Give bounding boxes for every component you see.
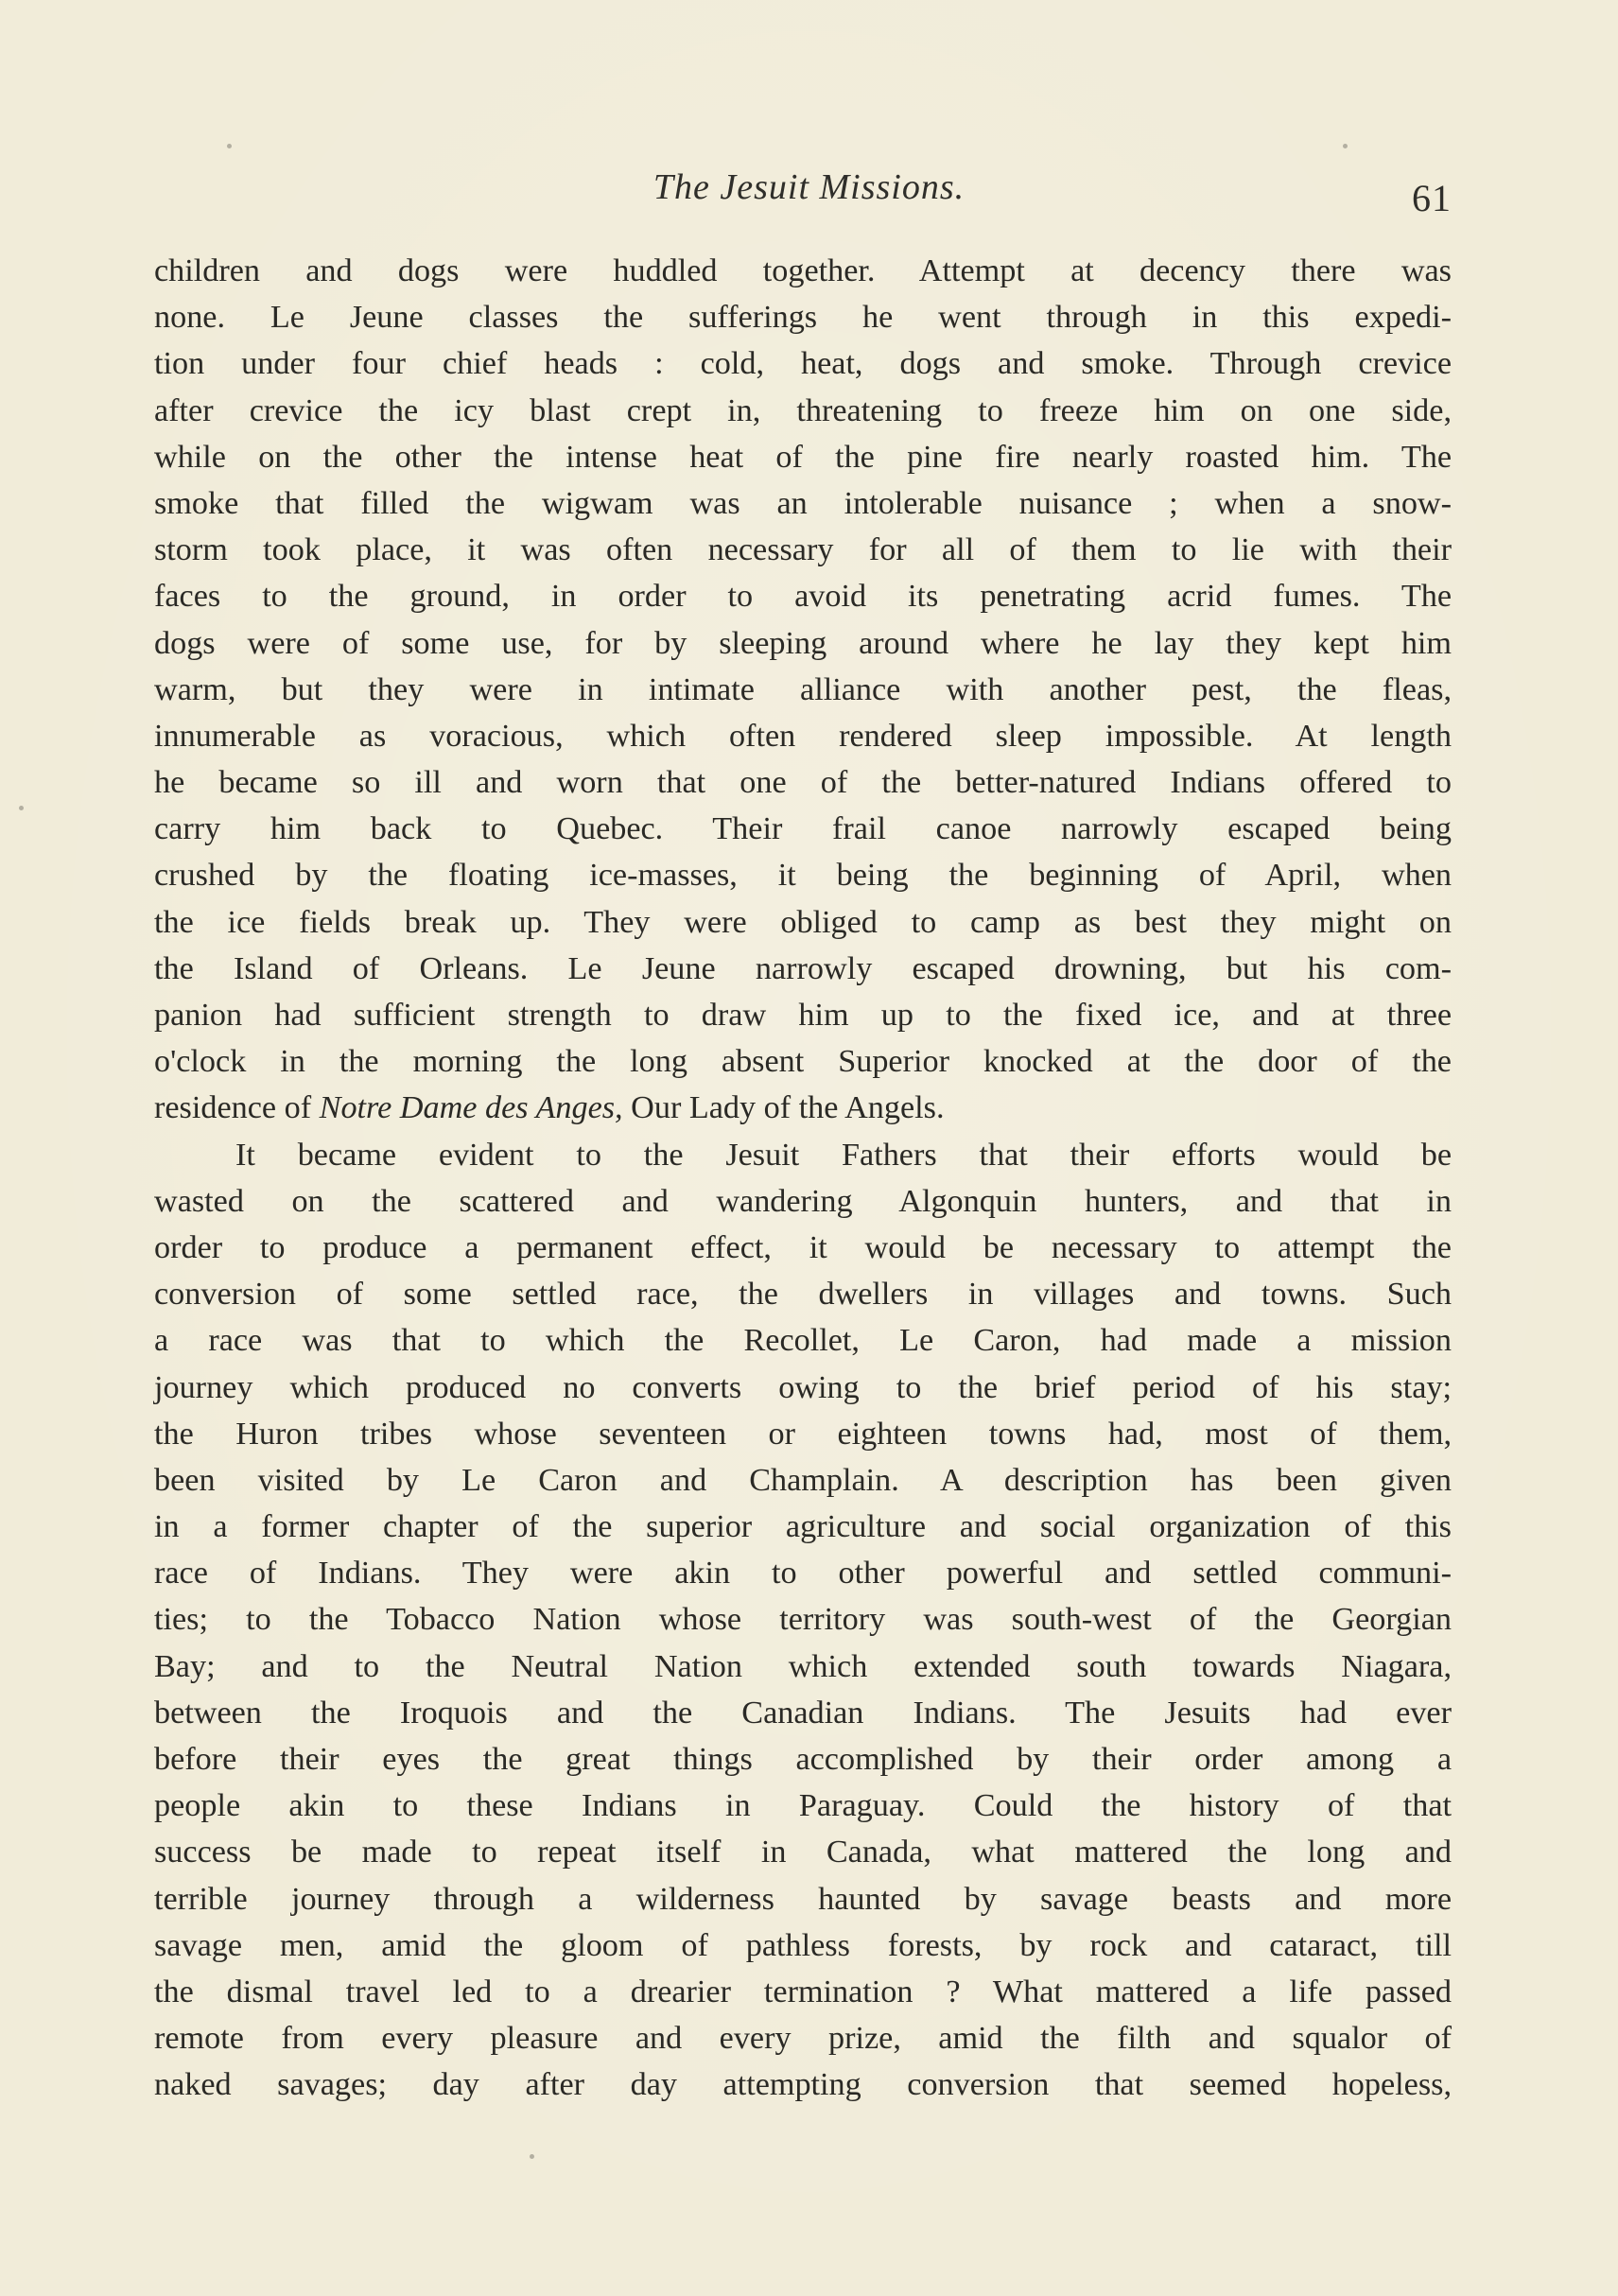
paper-speck (1343, 144, 1348, 148)
text-line: dogs were of some use, for by sleeping around where he lay they kept him (154, 625, 1452, 661)
text-line: conversion of some settled race, the dwellers in villages and towns. Such (154, 1277, 1452, 1313)
text-line: faces to the ground, in order to avoid its penetrating acrid fumes. The (154, 579, 1452, 615)
text-line: the ice fields break up. They were obliged to camp as best they might on (154, 904, 1452, 940)
text-line: between the Iroquois and the Canadian Indians. The Jesuits had ever (154, 1695, 1452, 1731)
paper-speck (19, 806, 24, 810)
italic-phrase: Notre Dame des Anges, (319, 1090, 623, 1126)
text-line: order to produce a permanent effect, it would be necessary to attempt the (154, 1229, 1452, 1265)
text-line: o'clock in the morning the long absent Superior knocked at the door of the (154, 1044, 1452, 1080)
text-line: storm took place, it was often necessary for all of them to lie with their (154, 532, 1452, 568)
text-line: savage men, amid the gloom of pathless forests, by rock and cataract, till (154, 1927, 1452, 1963)
text-line: panion had sufficient strength to draw him up to the fixed ice, and at three (154, 998, 1452, 1033)
text-line: the dismal travel led to a drearier termination ? What mattered a life passed (154, 1974, 1452, 2009)
text-line: crushed by the floating ice-masses, it being the beginning of April, when (154, 858, 1452, 894)
text-line: wasted on the scattered and wandering Algonquin hunters, and that in (154, 1183, 1452, 1219)
text-line: none. Le Jeune classes the sufferings he went through in this expedi- (154, 300, 1452, 336)
paper-speck (530, 2154, 534, 2159)
text-line: carry him back to Quebec. Their frail canoe narrowly escaped being (154, 811, 1452, 847)
body-text (154, 248, 1452, 2109)
running-head-title: The Jesuit Missions. (652, 167, 966, 207)
paragraph-1-last-line (154, 1085, 1452, 1131)
text-line: smoke that filled the wigwam was an intolerable nuisance ; when a snow- (154, 485, 1452, 521)
text-line: terrible journey through a wilderness haunted by savage beasts and more (154, 1881, 1452, 1917)
text-line: naked savages; day after day attempting conversion that seemed hopeless, (154, 2067, 1452, 2103)
text-line: remote from every pleasure and every prize, amid the filth and squalor of (154, 2021, 1452, 2057)
text-line: innumerable as voracious, which often rendered sleep impossible. At length (154, 718, 1452, 754)
text-line: the Huron tribes whose seventeen or eighteen towns had, most of them, (154, 1416, 1452, 1452)
text-run: residence of (154, 1090, 320, 1126)
text-line: a race was that to which the Recollet, Le Caron, had made a mission (154, 1323, 1452, 1359)
page-number: 61 (1412, 177, 1452, 219)
text-line: before their eyes the great things accomplished by their order among a (154, 1742, 1452, 1777)
text-line: race of Indians. They were akin to other powerful and settled communi- (154, 1556, 1452, 1592)
text-line: he became so ill and worn that one of the better-natured Indians offered to (154, 765, 1452, 801)
text-line: children and dogs were huddled together. Attempt at decency there was (154, 253, 1452, 288)
text-line: been visited by Le Caron and Champlain. A description has been given (154, 1462, 1452, 1498)
text-line: Bay; and to the Neutral Nation which extended south towards Niagara, (154, 1648, 1452, 1684)
text-line: ties; to the Tobacco Nation whose territory was south-west of the Georgian (154, 1602, 1452, 1638)
text-line: people akin to these Indians in Paraguay. Could the history of that (154, 1788, 1452, 1824)
text-line: after crevice the icy blast crept in, threatening to freeze him on one side, (154, 392, 1452, 428)
text-run: Our Lady of the Angels. (622, 1090, 945, 1126)
text-line: in a former chapter of the superior agriculture and social organization of this (154, 1509, 1452, 1545)
text-line: It became evident to the Jesuit Fathers that their efforts would be (235, 1137, 1452, 1173)
running-head (0, 159, 1618, 219)
text-line: journey which produced no converts owing to the brief period of his stay; (154, 1369, 1452, 1405)
text-line: warm, but they were in intimate alliance with another pest, the fleas, (154, 671, 1452, 707)
text-line: tion under four chief heads : cold, heat, dogs and smoke. Through crevice (154, 346, 1452, 382)
text-line: success be made to repeat itself in Canada, what mattered the long and (154, 1835, 1452, 1870)
text-line: the Island of Orleans. Le Jeune narrowly escaped drowning, but his com- (154, 950, 1452, 986)
text-line: while on the other the intense heat of the pine fire nearly roasted him. The (154, 439, 1452, 475)
paper-speck (227, 144, 232, 148)
